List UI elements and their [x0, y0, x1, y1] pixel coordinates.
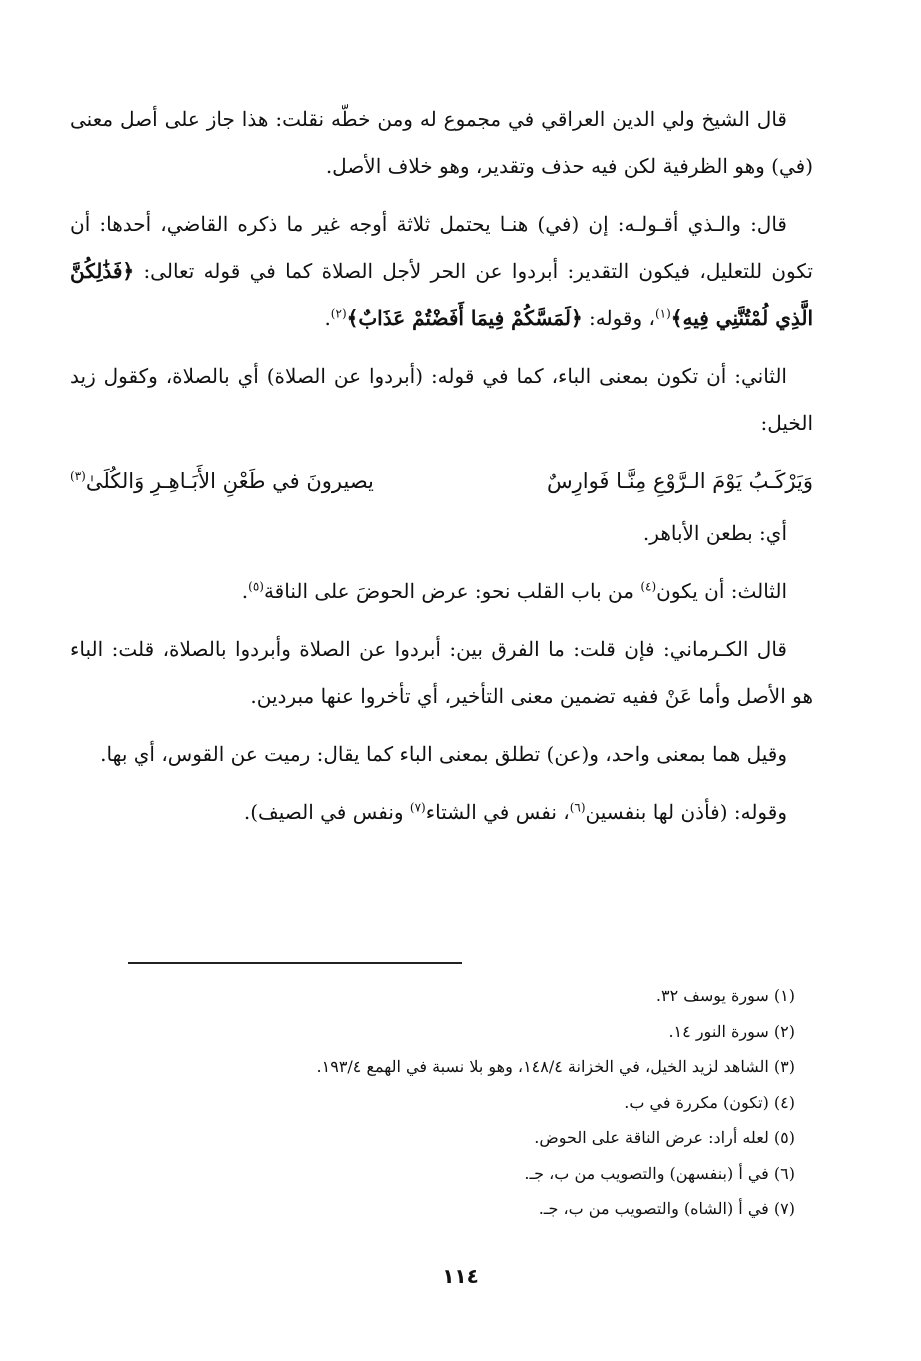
paragraph-three-aspects	[70, 201, 813, 342]
paragraph-three-aspects-mid: ، وقوله:	[582, 306, 655, 330]
paragraph-second-aspect: الثاني: أن تكون بمعنى الباء، كما في قوله: (أبردوا عن الصلاة) أي بالصلاة، وكقول زيد الخيل:	[70, 364, 813, 435]
paragraph-two-breaths-c: ونفس في الصيف).	[243, 800, 410, 824]
footnotes	[70, 978, 795, 1227]
paragraph-third-aspect-end: .	[241, 579, 249, 603]
paragraph-two-breaths-b: ، نفس في الشتاء	[425, 800, 570, 824]
footnote-ref-3: (٣)	[70, 469, 86, 483]
verse-second-hemistich	[70, 458, 374, 504]
paragraph-two-breaths	[70, 789, 813, 836]
paragraph-same-meaning: وقيل هما بمعنى واحد، و(عن) تطلق بمعنى الباء كما يقال: رميت عن القوس، أي بها.	[100, 742, 787, 766]
quran-quote-nur: ﴿لَمَسَّكُمْ فِيمَا أَفَضْتُمْ عَذَابٌ﴾	[346, 306, 583, 330]
main-text	[70, 96, 813, 847]
paragraph-third-aspect-b: من باب القلب نحو: عرض الحوضَ على الناقة	[263, 579, 641, 603]
footnote-5: (٥) لعله أراد: عرض الناقة على الحوض.	[534, 1128, 795, 1147]
paragraph-three-aspects-text: قال: والـذي أقـولـه: إن (في) هنـا يحتمل ثلاثة أوجه غير ما ذكره القاضي، أحدها: أن تكون للتعليل، فيكون التقدير: أبردوا عن الحر لأجل الصلاة كما في قوله تعالى:	[70, 212, 813, 283]
poetry-verse	[70, 458, 813, 504]
footnote-ref-1: (١)	[654, 306, 671, 321]
footnote-2: (٢) سورة النور ١٤.	[668, 1021, 795, 1041]
verse-first-hemistich: وَيَرْكَـبُ يَوْمَ الـرَّوْعِ مِنَّـا فَوارِسٌ	[546, 469, 813, 493]
footnote-7: (٧) في أ (الشاه) والتصويب من ب، جـ.	[538, 1199, 795, 1218]
footnote-4: (٤) (تكون) مكررة في ب.	[624, 1092, 795, 1112]
paragraph-third-aspect	[70, 568, 813, 615]
footnote-6: (٦) في أ (بنفسهن) والتصويب من ب، جـ.	[524, 1163, 795, 1183]
quran-quote-yusuf: ﴿فَذَٰلِكُنَّ الَّذِي لُمْتُنَّنِي فِيهِ﴾	[70, 259, 813, 330]
footnote-ref-5: (٥)	[248, 579, 264, 594]
paragraph-abahir-explanation: أي: بطعن الأباهر.	[642, 521, 787, 545]
paragraph-kirmani: قال الكـرماني: فإن قلت: ما الفرق بين: أبردوا عن الصلاة وأبردوا بالصلاة، قلت: الباء هو الأصل وأما عَنْ ففيه تضمين معنى التأخير، أي تأخروا عنها مبردين.	[70, 637, 813, 708]
footnote-ref-6: (٦)	[569, 800, 586, 815]
paragraph-third-aspect-a: الثالث: أن يكون	[656, 579, 787, 603]
footnote-ref-7: (٧)	[409, 800, 426, 815]
verse-second-hemistich-text: يصيرونَ في طَعْنِ الأَبَـاهِـرِ وَالكُلَىٰ	[85, 469, 374, 493]
paragraph-two-breaths-a: وقوله: (فأذن لها بنفسين	[585, 800, 787, 824]
footnote-1: (١) سورة يوسف ٣٢.	[655, 986, 795, 1005]
footnote-3: (٣) الشاهد لزيد الخيل، في الخزانة ١٤٨/٤، وهو بلا نسبة في الهمع ١٩٣/٤.	[316, 1057, 795, 1076]
footnote-ref-4: (٤)	[640, 579, 657, 594]
footnote-separator	[128, 962, 462, 964]
footnote-ref-2: (٢)	[330, 306, 347, 321]
paragraph-iraqi-quote: قال الشيخ ولي الدين العراقي في مجموع له ومن خطّه نقلت: هذا جاز على أصل معنى (في) وهو الظرفية لكن فيه حذف وتقدير، وهو خلاف الأصل.	[70, 107, 813, 178]
paragraph-three-aspects-end: .	[324, 306, 331, 330]
page-number: ١١٤	[442, 1264, 479, 1288]
